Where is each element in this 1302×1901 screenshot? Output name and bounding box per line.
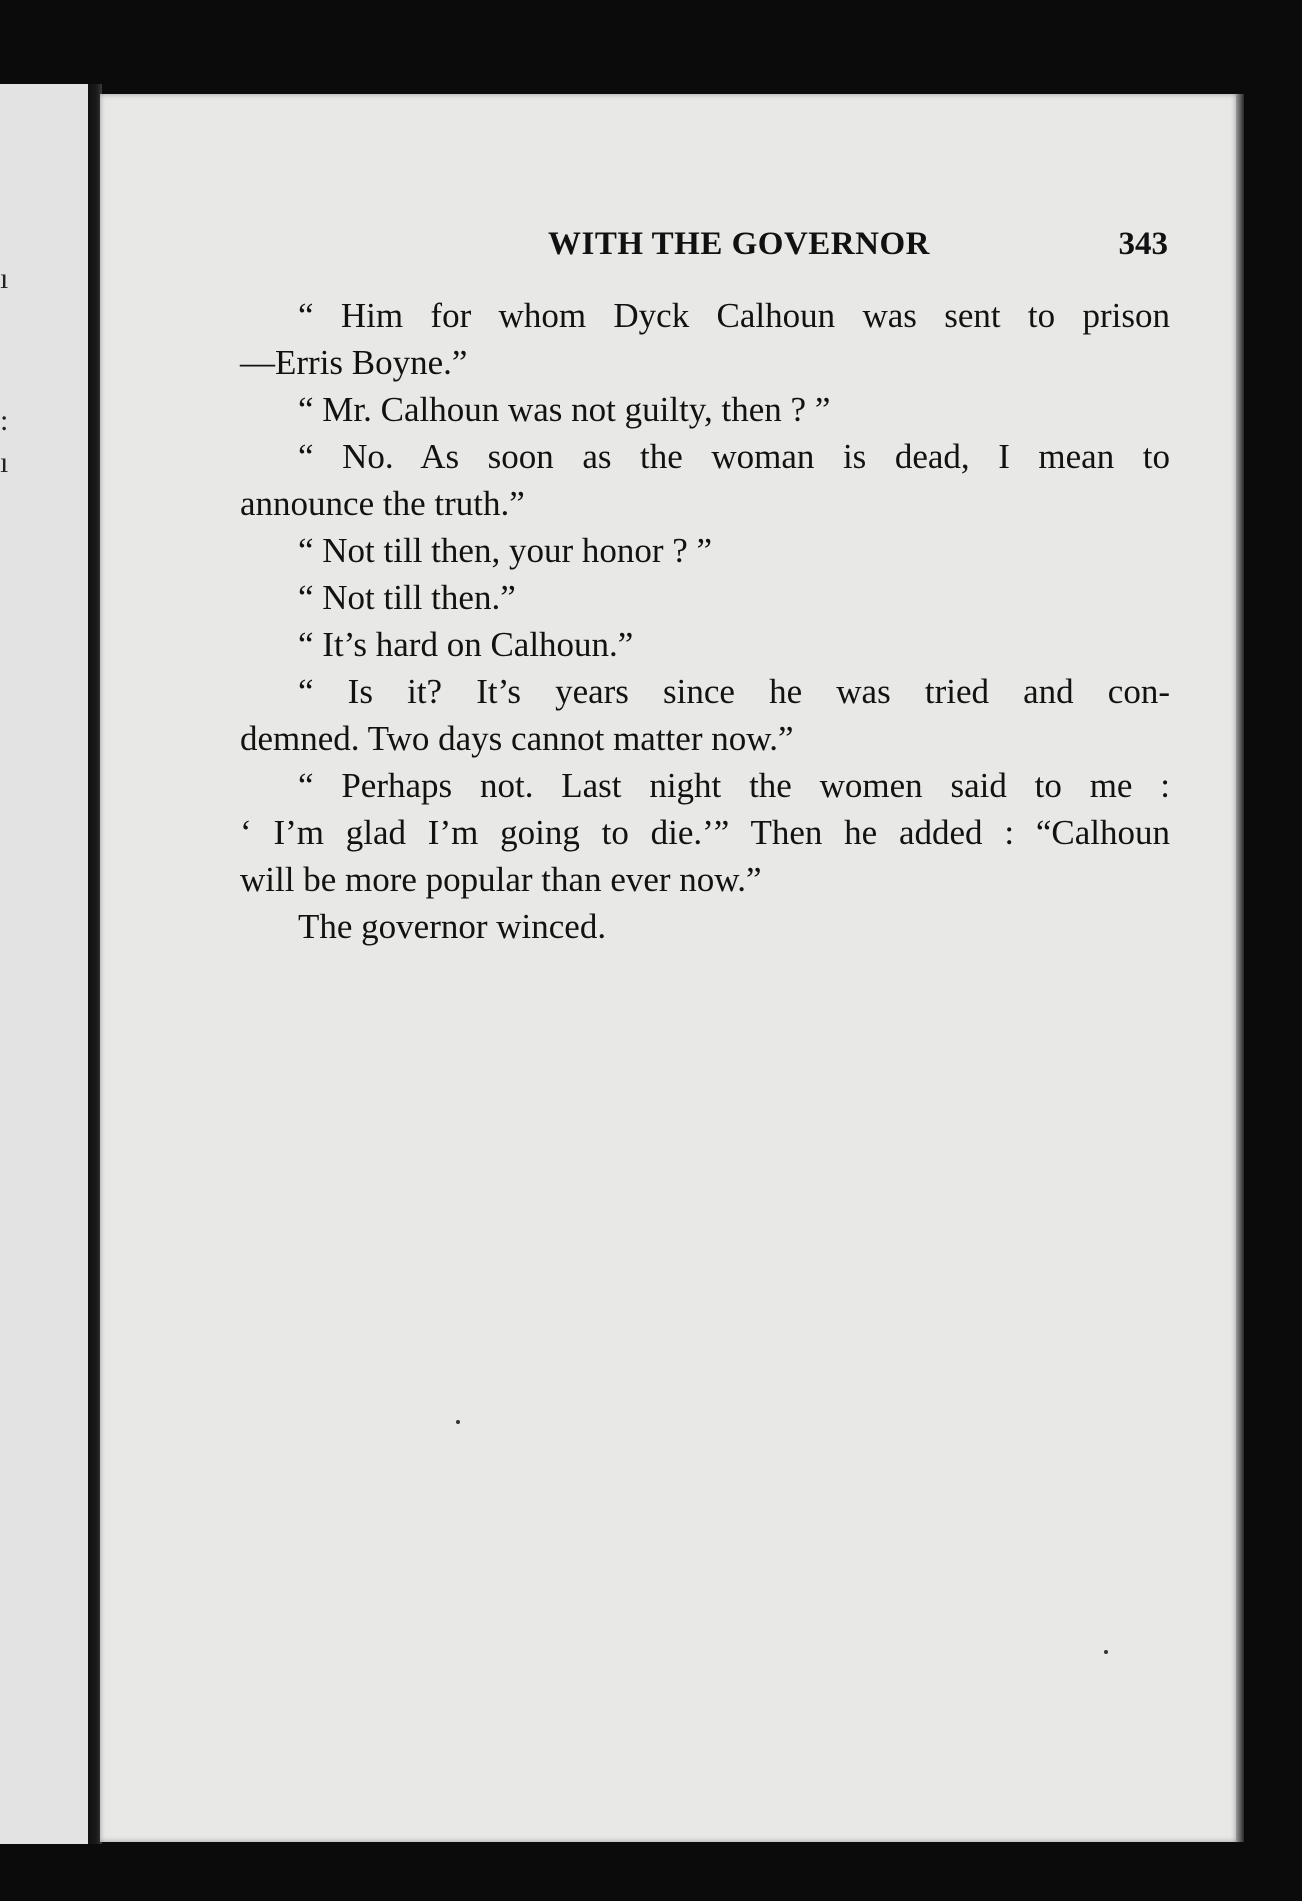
- text-line: “ Perhaps not. Last night the women said to me :: [298, 766, 1170, 805]
- text-line: announce the truth.”: [240, 484, 525, 523]
- text-line: “ Not till then, your honor ? ”: [298, 531, 713, 570]
- paper-speck: [1104, 1650, 1108, 1654]
- previous-page-fragment: ı: [0, 262, 9, 295]
- text-line: “ Him for whom Dyck Calhoun was sent to prison: [298, 296, 1170, 335]
- book-page: [100, 94, 1236, 1842]
- text-line: ‘ I’m glad I’m going to die.’” Then he added : “Calhoun: [240, 813, 1170, 852]
- text-line: demned. Two days cannot matter now.”: [240, 719, 794, 758]
- body-text: [240, 292, 1170, 950]
- previous-page-edge: [0, 84, 92, 1844]
- previous-page-fragment: ı: [0, 446, 9, 479]
- previous-page-fragment: :: [0, 404, 9, 437]
- text-line: “ Is it? It’s years since he was tried and con-: [298, 672, 1170, 711]
- text-line: “ No. As soon as the woman is dead, I mean to: [298, 437, 1170, 476]
- text-line: The governor winced.: [298, 907, 607, 946]
- text-line: —Erris Boyne.”: [240, 343, 468, 382]
- page-number: 343: [1118, 226, 1168, 262]
- running-head-title: WITH THE GOVERNOR: [548, 226, 930, 262]
- text-line: “ Mr. Calhoun was not guilty, then ? ”: [298, 390, 831, 429]
- page-fore-edge: [1236, 94, 1244, 1842]
- running-header: [240, 226, 1168, 270]
- text-line: “ It’s hard on Calhoun.”: [298, 625, 634, 664]
- paper-speck: [456, 1420, 460, 1424]
- text-line: “ Not till then.”: [298, 578, 516, 617]
- text-line: will be more popular than ever now.”: [240, 860, 762, 899]
